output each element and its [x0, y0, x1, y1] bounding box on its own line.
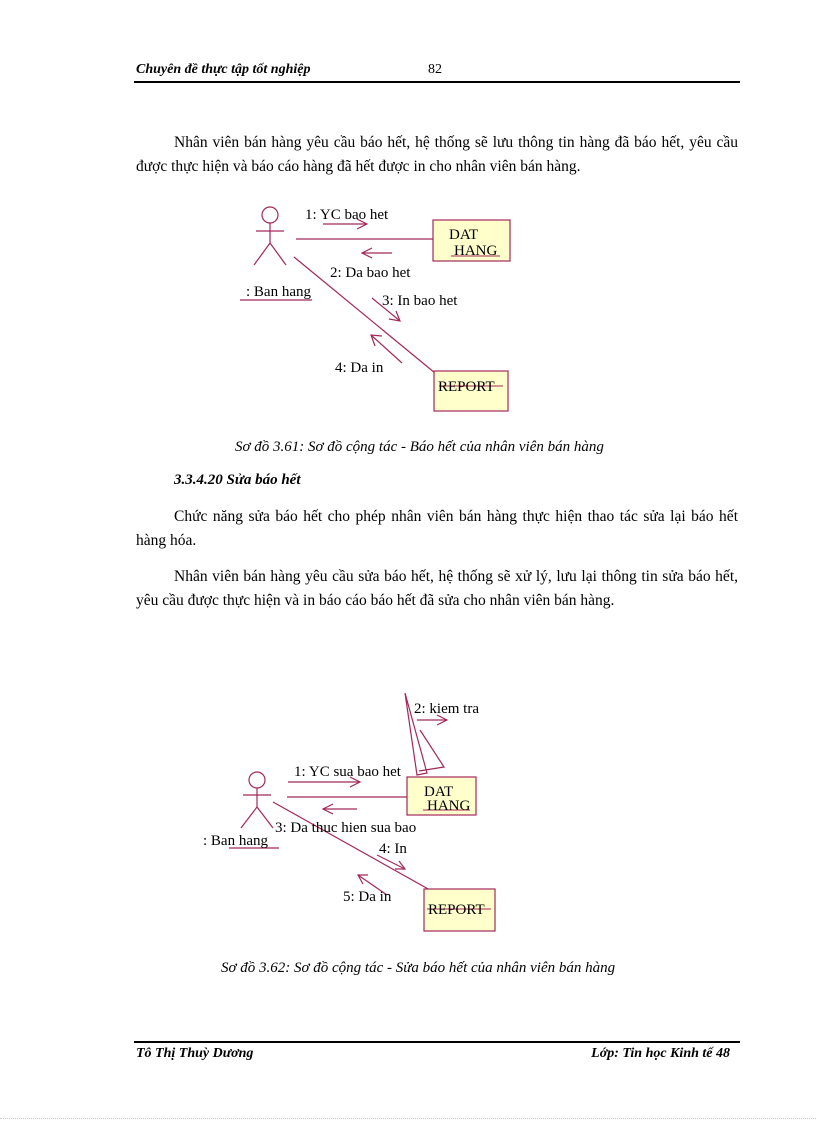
diagram1-caption: Sơ đồ 3.61: Sơ đồ cộng tác - Báo hết của nhân viên bán hàng — [235, 439, 604, 455]
msg4-arrow — [371, 335, 402, 363]
page-number: 82 — [428, 62, 442, 77]
header-title: Chuyên đề thực tập tốt nghiệp — [136, 62, 311, 77]
msg5-label: 5: Da in — [343, 889, 392, 905]
actor-icon — [241, 772, 273, 828]
msg2-arrow — [362, 248, 392, 258]
msg1-label: 1: YC sua bao het — [294, 764, 401, 780]
collaboration-diagram-sua-bao-het — [195, 685, 505, 935]
msg4-label: 4: In — [379, 841, 407, 857]
actor-icon — [254, 207, 286, 265]
collaboration-diagram-bao-het — [220, 195, 520, 420]
section-paragraph-2: Nhân viên bán hàng yêu cầu sửa báo hết, hệ thống sẽ xử lý, lưu lại thông tin sửa báo hết, yêu cầu được thực hiện và in báo cáo báo hết đã sửa cho nhân viên bán hàng. — [136, 568, 738, 609]
page-edge — [0, 1118, 816, 1119]
msg3-label: 3: Da thuc hien sua bao — [275, 820, 417, 836]
msg1-label: 1: YC bao het — [305, 207, 389, 223]
intro-paragraph: Nhân viên bán hàng yêu cầu báo hết, hệ thống sẽ lưu thông tin hàng đã báo hết, yêu cầu được thực hiện và báo cáo hàng đã hết được in cho nhân viên bán hàng. — [136, 134, 738, 175]
dathang-label-2: HANG — [427, 798, 471, 814]
msg2-label: 2: kiem tra — [414, 701, 479, 717]
report-label: REPORT — [428, 902, 485, 918]
dathang-label-1: DAT — [449, 227, 479, 243]
footer-author: Tô Thị Thuỳ Dương — [136, 1046, 254, 1061]
msg3-label: 3: In bao het — [382, 293, 458, 309]
report-label: REPORT — [438, 379, 495, 395]
section-heading: 3.3.4.20 Sửa báo hết — [174, 472, 301, 488]
actor-label: : Ban hang — [246, 284, 311, 300]
footer-rule — [134, 1041, 740, 1043]
header-rule — [134, 81, 740, 83]
actor-label: : Ban hang — [203, 833, 268, 849]
dathang-label-1: DAT — [424, 784, 454, 800]
msg2-label: 2: Da bao het — [330, 265, 411, 281]
msg3-arrow — [323, 804, 357, 814]
diagram2-caption: Sơ đồ 3.62: Sơ đồ cộng tác - Sửa báo hết của nhân viên bán hàng — [221, 960, 616, 976]
section-paragraph-1: Chức năng sửa báo hết cho phép nhân viên bán hàng thực hiện thao tác sửa lại báo hết hàng hóa. — [136, 508, 738, 549]
dathang-label-2: HANG — [454, 243, 498, 259]
footer-class: Lớp: Tin học Kinh tế 48 — [591, 1046, 730, 1061]
msg4-label: 4: Da in — [335, 360, 384, 376]
